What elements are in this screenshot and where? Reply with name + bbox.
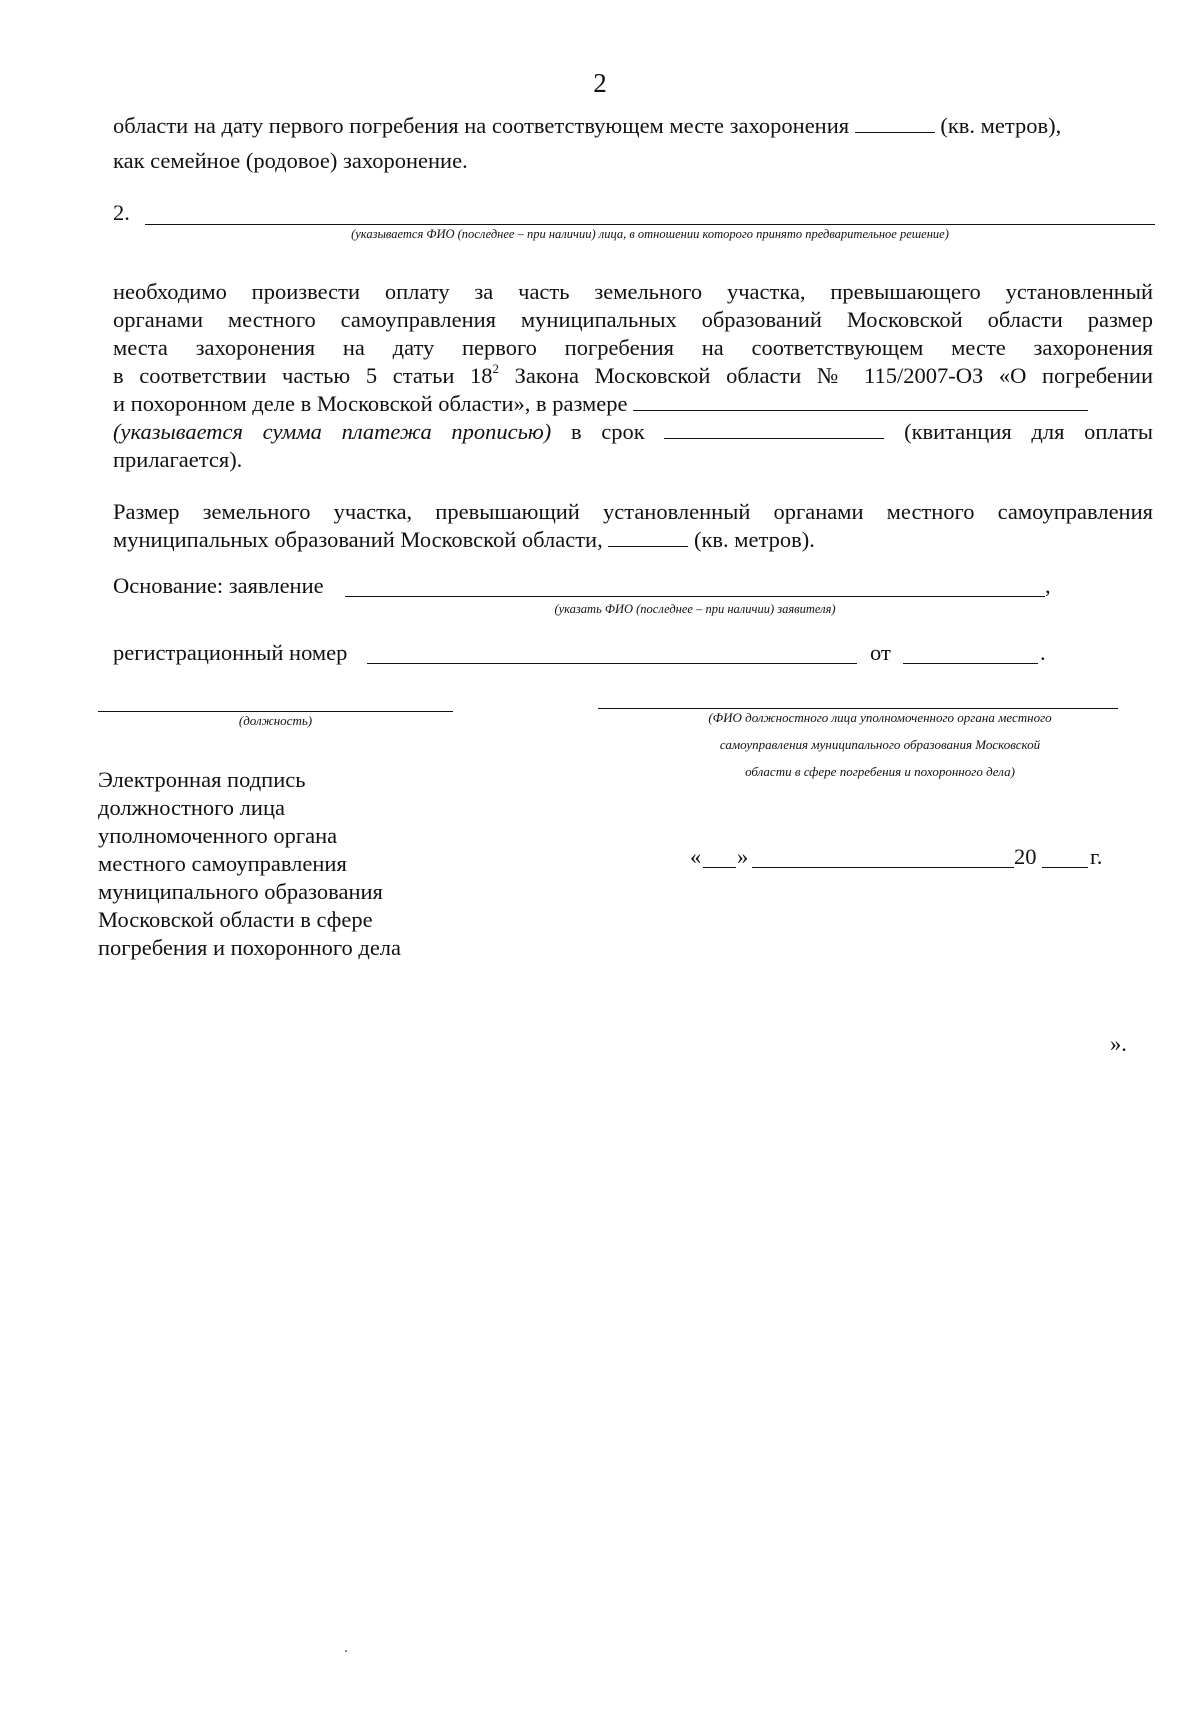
para2-line7: прилагается). — [113, 447, 243, 472]
registration-from: от — [870, 640, 891, 665]
para1-line1-end: (кв. метров), — [940, 113, 1062, 138]
payment-amount-blank — [633, 390, 1088, 411]
receipt-note: (квитанция для оплаты — [904, 419, 1153, 444]
para3-line2-start: муниципальных образований Московской области, — [113, 527, 603, 552]
para2-line4-b: Закона Московской области № 115/2007-ОЗ «О погребении — [499, 363, 1153, 388]
excess-area-blank — [608, 526, 688, 547]
official-caption-3: области в сфере погребения и похоронного дела) — [745, 764, 1015, 779]
para3-line2-end: (кв. метров). — [693, 527, 815, 552]
para1-line2: как семейное (родовое) захоронение. — [113, 148, 468, 173]
date-year-prefix: 20 — [1014, 844, 1037, 869]
para1-line1-start: области на дату первого погребения на соответствующем месте захоронения — [113, 113, 850, 138]
scan-speck — [345, 1650, 347, 1652]
official-caption-1: (ФИО должностного лица уполномоченного органа местного — [708, 710, 1052, 725]
basis-label: Основание: заявление — [113, 573, 324, 598]
registration-date-line — [903, 663, 1038, 664]
date-day-line — [703, 867, 736, 868]
area-blank — [855, 112, 935, 133]
position-caption: (должность) — [238, 713, 313, 728]
esign-line-5: муниципального образования — [98, 879, 383, 904]
para2-line1: необходимо произвести оплату за часть земельного участка, превышающего установленный — [113, 279, 1153, 304]
esign-line-2: должностного лица — [98, 795, 285, 820]
date-suffix: г. — [1090, 844, 1103, 869]
item2-number: 2. — [113, 200, 130, 225]
payment-italic: (указывается сумма платежа прописью) — [113, 419, 552, 444]
para2-line2: органами местного самоуправления муниципальных образований Московской области размер — [113, 307, 1153, 332]
official-caption-2: самоуправления муниципального образования Московской — [719, 737, 1041, 752]
para2-line4-a: в соответствии частью 5 статьи 18 — [113, 363, 493, 388]
position-line — [98, 711, 453, 712]
date-month-line — [752, 867, 1014, 868]
applicant-caption: (указать ФИО (последнее – при наличии) заявителя) — [554, 602, 836, 616]
payment-term-label: в срок — [570, 419, 645, 444]
date-year-line — [1042, 867, 1088, 868]
registration-dot: . — [1040, 640, 1046, 665]
closing-mark: ». — [1110, 1031, 1127, 1056]
date-open-quote: « — [690, 844, 702, 869]
date-close-quote: » — [737, 844, 749, 869]
registration-number-line — [367, 663, 857, 664]
para2-line4-sup: 2 — [492, 362, 500, 376]
esign-line-6: Московской области в сфере — [98, 907, 373, 932]
esign-line-3: уполномоченного органа — [98, 823, 338, 848]
para2-line5 — [113, 390, 1088, 418]
page-number: 2 — [593, 68, 607, 98]
para1-line1 — [113, 112, 1061, 140]
item2-name-line — [145, 224, 1155, 225]
esign-line-1: Электронная подпись — [98, 767, 306, 792]
registration-label: регистрационный номер — [113, 640, 348, 665]
esign-line-7: погребения и похоронного дела — [98, 935, 402, 960]
payment-term-blank — [664, 418, 884, 439]
para3-line1: Размер земельного участка, превышающий установленный органами местного самоуправления — [113, 499, 1153, 524]
para3-line2 — [113, 526, 815, 554]
para2-line3: места захоронения на дату первого погребения на соответствующем месте захоронения — [113, 335, 1153, 360]
basis-comma: , — [1045, 573, 1051, 598]
applicant-name-line — [345, 596, 1045, 597]
para2-line5-text: и похоронном деле в Московской области», в размере — [113, 391, 628, 416]
esign-line-4: местного самоуправления — [98, 851, 347, 876]
para2-line4 — [113, 362, 1153, 390]
item2-caption: (указывается ФИО (последнее – при наличии) лица, в отношении которого принято предварительное решение) — [351, 227, 949, 241]
para2-line6 — [113, 418, 1153, 446]
